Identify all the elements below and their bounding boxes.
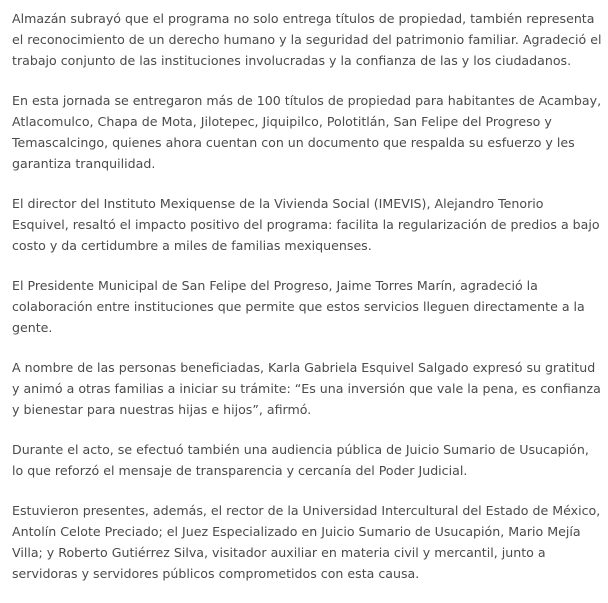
- article-paragraph: Estuvieron presentes, además, el rector de la Universidad Intercultural del Estado de México, Antolín Celote Preciado; el Juez Especializado en Juicio Sumario de Usucapión, Mario Mejía Villa; y Roberto Gutiérrez Silva, visitador auxiliar en materia civil y mercantil, junto a servidoras y servidores públicos comprometidos con esta causa.: [12, 503, 601, 581]
- article-paragraph: El Presidente Municipal de San Felipe del Progreso, Jaime Torres Marín, agradeció la colaboración entre instituciones que permite que estos servicios lleguen directamente a la gente.: [12, 278, 585, 335]
- article-paragraph: Durante el acto, se efectuó también una audiencia pública de Juicio Sumario de Usucapión, lo que reforzó el mensaje de transparencia y cercanía del Poder Judicial.: [12, 442, 589, 478]
- article-body: [12, 8, 602, 603]
- article-paragraph: En esta jornada se entregaron más de 100 títulos de propiedad para habitantes de Acambay, Atlacomulco, Chapa de Mota, Jilotepec, Jiquipilco, Polotitlán, San Felipe del Progreso y Temascalcingo, quienes ahora cuentan con un documento que respalda su esfuerzo y les garantiza tranquilidad.: [12, 93, 602, 171]
- article-paragraph: Almazán subrayó que el programa no solo entrega títulos de propiedad, también representa el reconocimiento de un derecho humano y la seguridad del patrimonio familiar. Agradeció el trabajo conjunto de las instituciones involucradas y la confianza de las y los ciudadanos.: [12, 11, 602, 68]
- article-paragraph: El director del Instituto Mexiquense de la Vivienda Social (IMEVIS), Alejandro Tenorio Esquivel, resaltó el impacto positivo del programa: facilita la regularización de predios a bajo costo y da certidumbre a miles de familias mexiquenses.: [12, 196, 600, 253]
- article-paragraph: A nombre de las personas beneficiadas, Karla Gabriela Esquivel Salgado expresó su gratitud y animó a otras familias a iniciar su trámite: “Es una inversión que vale la pena, es confianza y bienestar para nuestras hijas e hijos”, afirmó.: [12, 360, 601, 417]
